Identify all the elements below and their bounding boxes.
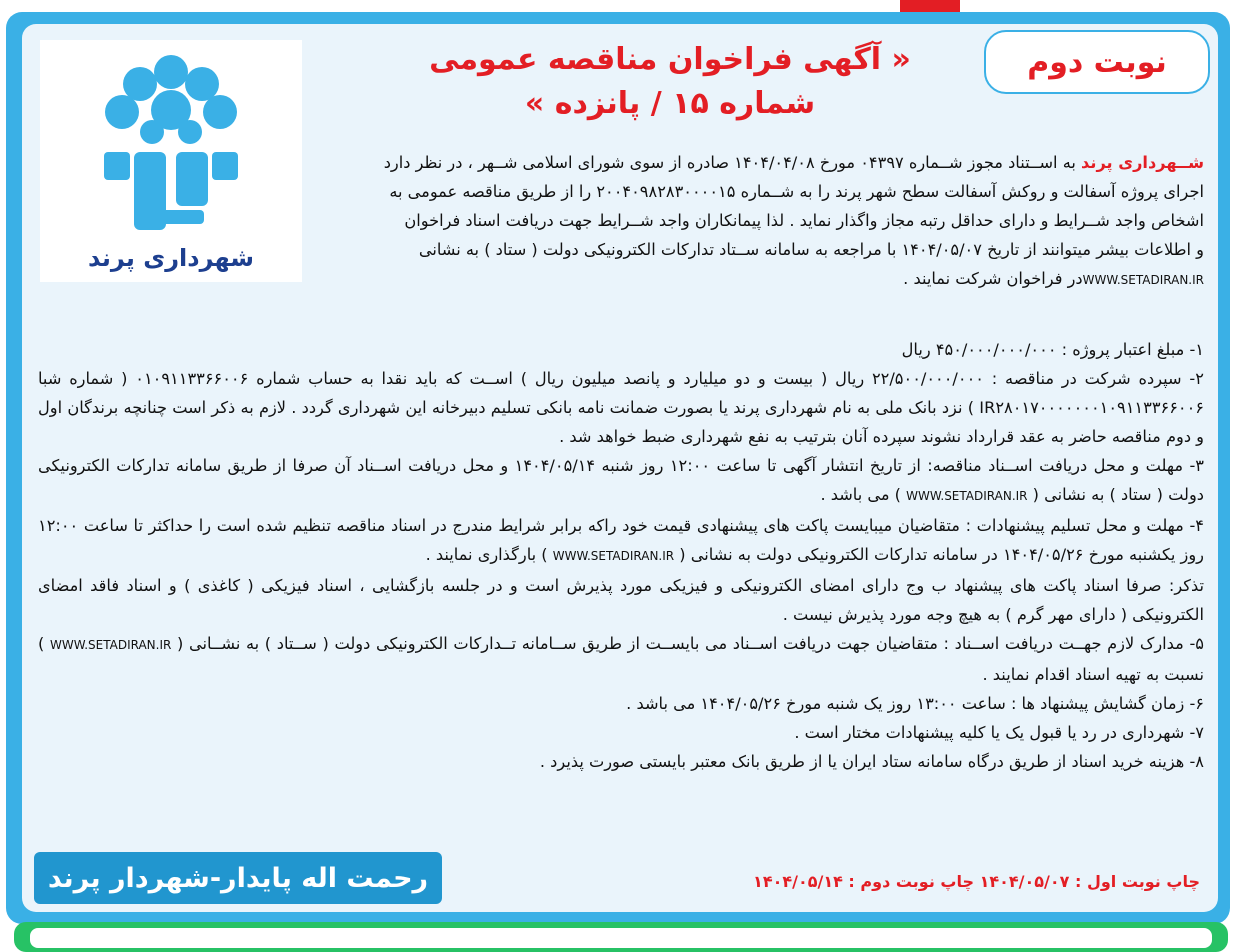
- intro-line-1: به اســتناد مجوز شــماره ۰۴۳۹۷ مورخ ۱۴۰۴/۰۴/۰۸ صادره از سوی شورای اسلامی شــهر ، در نظر دارد: [383, 153, 1082, 172]
- intro-line-5: در فراخوان شرکت نمایند .: [903, 269, 1083, 288]
- mayor-banner: [34, 852, 442, 904]
- notice-title: [380, 38, 960, 126]
- item-5-text: ۵- مدارک لازم جهــت دریافت اســناد : متقاضیان جهت دریافت اســناد می بایســت از طریق ســامانه تــدارکات الکترونیکی دولت ( ســتاد ) به نشــانی (: [177, 634, 1204, 653]
- item-4-end: ) بارگذاری نمایند .: [425, 545, 548, 564]
- title-line-2: شماره ۱۵ / پانزده »: [524, 86, 816, 121]
- item-1: ۱- مبلغ اعتبار پروژه : ۴۵۰/۰۰۰/۰۰۰/۰۰۰ ریال: [901, 340, 1204, 359]
- item-5-url: WWW.SETADIRAN.IR: [49, 638, 172, 652]
- item-3-text: ۳- مهلت و محل دریافت اســناد مناقصه: از تاریخ انتشار آگهی تا ساعت ۱۲:۰۰ روز شنبه ۱۴۰۴/۰۵/۱۴ و محل دریافت اســناد آن صرفا از طریق سامانه تدارکات الکترونیکی دولت ( ستاد ) به نشانی (: [38, 456, 1204, 504]
- round-label: نوبت دوم: [1027, 44, 1167, 80]
- bottom-green-inner: [30, 928, 1212, 948]
- intro-line-2: اجرای پروژه آسفالت و روکش آسفالت سطح شهر پرند را به شــماره ۲۰۰۴۰۹۸۲۸۳۰۰۰۰۱۵ را از طریق مناقصه عمومی به: [389, 182, 1204, 201]
- municipality-logo: [40, 40, 302, 282]
- round-tab: [984, 30, 1210, 94]
- title-line-1: « آگهی فراخوان مناقصه عمومی: [429, 42, 911, 77]
- note: تذکر: صرفا اسناد پاکت های پیشنهاد ب وج دارای امضای الکترونیکی و فیزیکی مورد پذیرش است و در جلسه بازگشایی ، اسناد فیزیکی ( کاغذی ) و اسناد فاقد امضای الکترونیکی ( دارای مهر گرم ) به هیچ وجه مورد پذیرش نیست .: [38, 576, 1204, 624]
- item-3: [38, 451, 1204, 511]
- intro-line-3: اشخاص واجد شــرایط و دارای حداقل رتبه مجاز واگذار نماید . لذا پیمانکاران واجد شــرایط جهت دریافت اسناد فراخوان: [404, 211, 1204, 230]
- top-red-accent: [900, 0, 960, 12]
- item-6: ۶- زمان گشایش پیشنهاد ها : ساعت ۱۳:۰۰ روز یک شنبه مورخ ۱۴۰۴/۰۵/۲۶ می باشد .: [626, 694, 1204, 713]
- item-4-url: WWW.SETADIRAN.IR: [552, 549, 675, 563]
- intro-paragraph: [318, 148, 1204, 295]
- intro-line-4: و اطلاعات بیشر میتوانند از تاریخ ۱۴۰۴/۰۵/۰۷ با مراجعه به سامانه ســتاد تدارکات الکترونیکی دولت ( ستاد ) به نشانی: [418, 240, 1204, 259]
- print-dates: چاپ نوبت اول : ۱۴۰۴/۰۵/۰۷ چاپ نوبت دوم : ۱۴۰۴/۰۵/۱۴: [753, 872, 1200, 891]
- logo-caption: شهرداری پرند: [88, 244, 254, 272]
- item-4: [38, 511, 1204, 571]
- conditions-list: [38, 335, 1204, 776]
- item-3-url: WWW.SETADIRAN.IR: [906, 489, 1028, 503]
- item-3-end: ) می باشد .: [820, 485, 901, 504]
- intro-url: WWW.SETADIRAN.IR: [1082, 273, 1204, 287]
- municipality-name: شــهرداری پرند: [1081, 153, 1204, 172]
- item-7: ۷- شهرداری در رد یا قبول یک یا کلیه پیشنهادات مختار است .: [794, 723, 1204, 742]
- item-5: [38, 629, 1204, 689]
- item-5-end: ) نسبت به تهیه اسناد اقدام نمایند .: [38, 634, 1204, 684]
- item-2: ۲- سپرده شرکت در مناقصه : ۲۲/۵۰۰/۰۰۰/۰۰۰ ریال ( بیست و دو میلیارد و پانصد میلیون ریال ) اســت که باید نقدا به حساب شماره ۰۱۰۹۱۱۳۳۶۶۰۰۶ ( شماره شبا IR۲۸۰۱۷۰۰۰۰۰۰۰۱۰۹۱۱۳۳۶۶۰۰۶ ) نزد بانک ملی به نام شهرداری پرند یا بصورت ضمانت نامه بانکی تسلیم دبیرخانه این شهرداری گردد . لازم به ذکر است چنانچه برندگان اول و دوم مناقصه حاضر به عقد قرارداد نشوند سپرده آنان بترتیب به نفع شهرداری ضبط خواهد شد .: [38, 369, 1204, 446]
- mayor-name: رحمت اله پایدار-شهردار پرند: [47, 862, 429, 894]
- item-4-text: ۴- مهلت و محل تسلیم پیشنهادات : متقاضیان میبایست پاکت های پیشنهادی قیمت خود راکه برابر شرایط مندرج در اسناد مناقصه تنظیم شده است را حداکثر تا ساعت ۱۲:۰۰ روز یکشنبه مورخ ۱۴۰۴/۰۵/۲۶ در سامانه تدارکات الکترونیکی دولت به نشانی (: [38, 516, 1204, 564]
- item-8: ۸- هزینه خرید اسناد از طریق درگاه سامانه ستاد ایران یا از طریق بانک معتبر بایستی صورت پذیرد .: [539, 752, 1204, 771]
